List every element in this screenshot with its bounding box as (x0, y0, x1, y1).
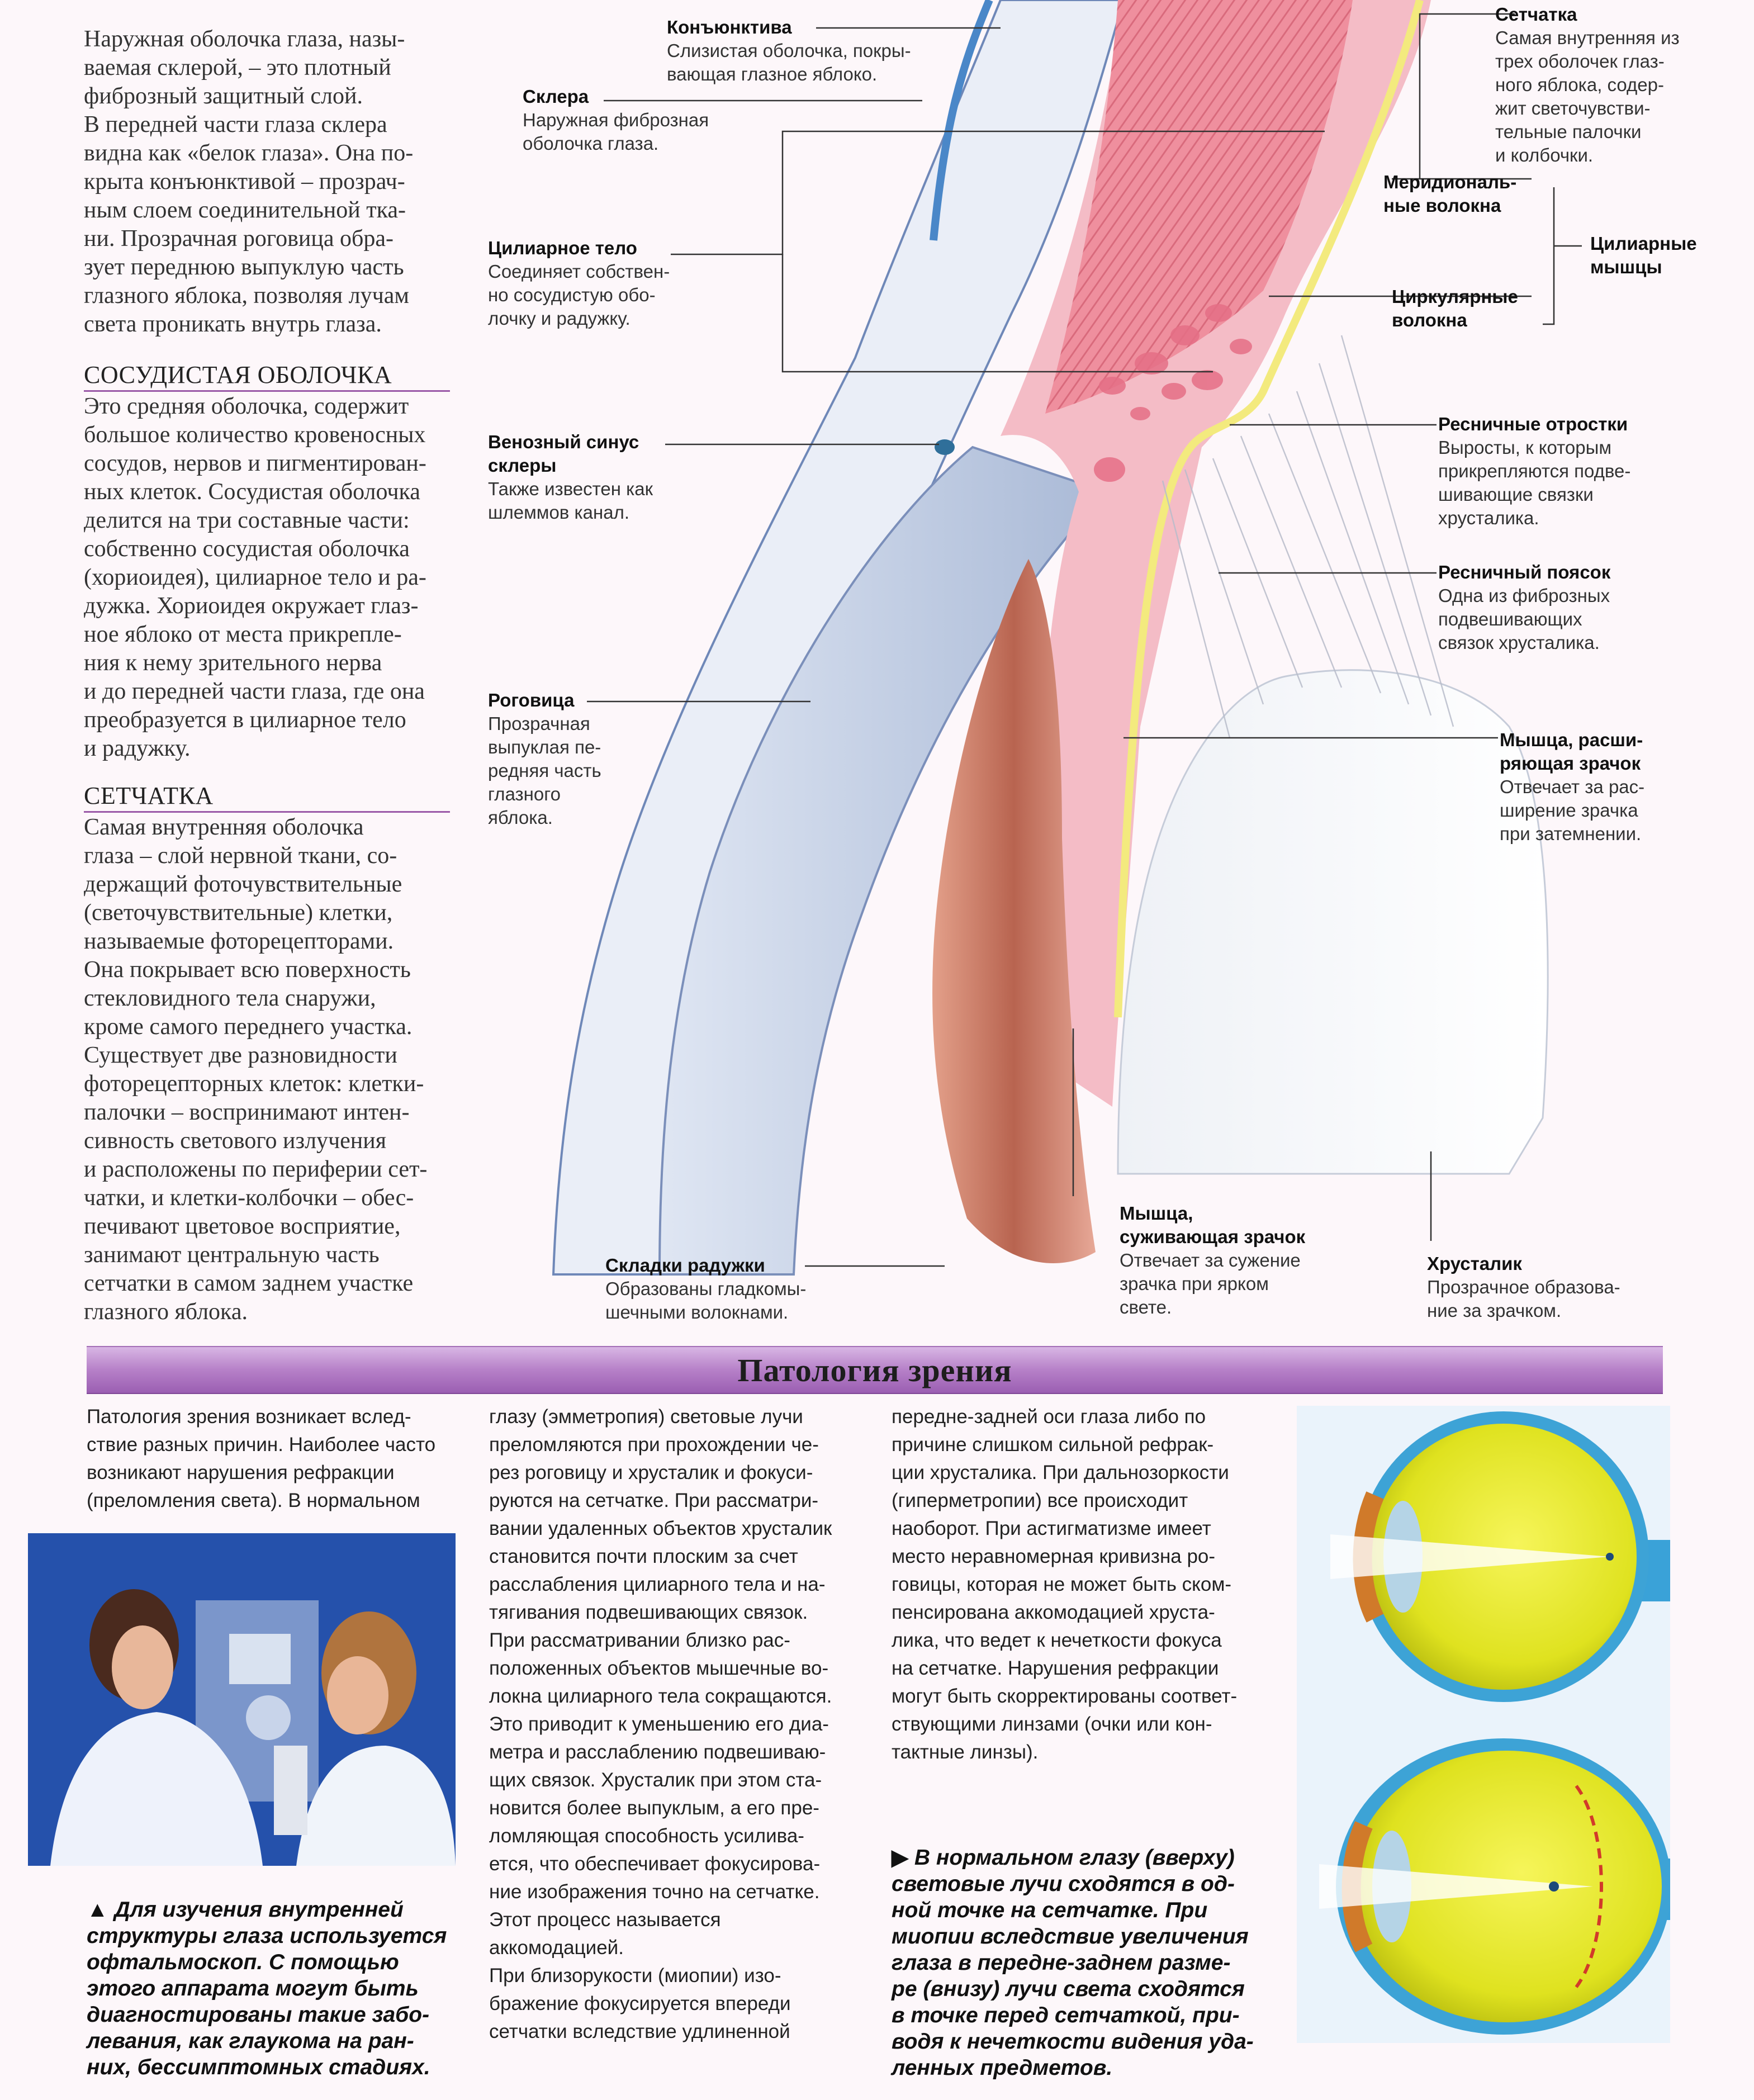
triangle-right-icon: ▶ (892, 1846, 914, 1870)
photo-caption: ▲ Для изучения внутренней структуры глаза используется офтальмоскоп. С помощью этого аппарата могут быть диагностированы такие забо- левания, как глаукома на ран- них, бессимптомных стадиях. (87, 1898, 447, 2079)
text-column-1: Патология зрения возникает вслед- ствие разных причин. Наиболее часто возникают нарушения рефракции (преломления света). В нормальном (87, 1406, 436, 1511)
eyes-caption: ▶ В нормальном глазу (вверху) световые лучи сходятся в од- ной точке на сетчатке. При миопии вследствие увеличения глаза в передне-заднем разме- ре (внизу) лучи света сходятся в точке перед сетчаткой, при- водя к нечеткости видения уда- ленных предметов. (892, 1846, 1254, 2080)
label-lens: Хрусталик Прозрачное образова- ние за зрачком. (1427, 1253, 1620, 1321)
section-title: Патология зрения (737, 1352, 1012, 1388)
label-cornea: Роговица Прозрачная выпуклая пе- редняя часть глазного яблока. (488, 690, 601, 828)
venous-sinus (935, 439, 955, 455)
label-venous-sinus: Венозный синус склеры Также известен как шлеммов канал. (488, 432, 653, 523)
label-conjunctiva: Конъюнктива Слизистая оболочка, покры- вающая глазное яблоко. (667, 17, 911, 84)
label-dilator-muscle: Мышца, расши- ряющая зрачок Отвечает за рас- ширение зрачка при затемнении. (1500, 729, 1645, 844)
label-iris-folds: Складки радужки Образованы гладкомы- шечными волокнами. (605, 1255, 807, 1322)
lens-shape (1118, 670, 1548, 1174)
retina-heading: СЕТЧАТКА (84, 781, 450, 813)
ophthalmoscope-photo (28, 1533, 456, 1866)
choroid-heading: СОСУДИСТАЯ ОБОЛОЧКА (84, 361, 450, 392)
refraction-eyes-illustration (1297, 1406, 1670, 2043)
intro-text: Наружная оболочка глаза, назы- ваемая склерой, – это плотный фиброзный защитный слой. В передней части глаза склера видна как «белок глаза». Она по- крыта конъюнктивой – прозрач- ным слоем соединительной тка- ни. Прозрачная роговица обра- зует переднюю выпуклую часть глазного яблока, позволяя лучам света проникать внутрь глаза. (84, 26, 414, 337)
label-retina: Сетчатка Самая внутренняя из трех оболочек глаз- ного яблока, содер- жит светочувстви- тельные палочки и колбочки. (1495, 4, 1680, 165)
label-ciliary-muscles: Цилиарные мышцы (1590, 233, 1697, 277)
label-sphincter-muscle: Мышца, суживающая зрачок Отвечает за сужение зрачка при ярком свете. (1120, 1203, 1306, 1317)
retina-text: Самая внутренняя оболочка глаза – слой нервной ткани, со- держащий фоточувствительные (светочувствительные) клетки, называемые фоторецепторами. Она покрывает всю поверхность стекловидного тела снаружи, кроме самого переднего участка. Существует две разновидности фоторецепторных клеток: клетки- палочки – воспринимают интен- сивность светового излучения и расположены по периферии сет- чатки, и клетки-колбочки – обес- печивают цветовое восприятие, занимают центральную часть сетчатки в самом заднем участке глазного яблока. (84, 814, 428, 1325)
label-ciliary-zonule: Ресничный поясок Одна из фиброзных подвешивающих связок хрусталика. (1438, 562, 1611, 653)
choroid-text: Это средняя оболочка, содержит большое количество кровеносных сосудов, нервов и пигментирован- ных клеток. Сосудистая оболочка делится на три составные части: собственно сосудистая оболочка (хориоидея), цилиарное тело и ра- дужка. Хориоидея окружает глаз- ное яблоко от места прикрепле- ния к нему зрительного нерва и до передней части глаза, где она преобразуется в цилиарное тело и радужку. (84, 394, 426, 761)
label-meridional-fibers: Меридиональ- ные волокна (1383, 172, 1517, 216)
text-column-2: глазу (эмметропия) световые лучи преломляются при прохождении че- рез роговицу и хрусталик и фокуси- руются на сетчатке. При рассматри- вании удаленных объектов хрусталик становится почти плоским за счет расслабления цилиарного тела и на- тягивания подвешивающих связок. При рассматривании близко рас- положенных объектов мышечные во- локна цилиарного тела сокращаются. Это приводит к уменьшению его диа- метра и расслаблению подвешиваю- щих связок. Хрусталик при этом ста- новится более выпуклым, а его пре- ломляющая способность усилива- ется, что обеспечивает фокусирова- ние изображения точно на сетчатке. Этот процесс называется аккомодацией. При близорукости (миопии) изо- бражение фокусируется впереди сетчатки вследствие удлиненной (489, 1406, 832, 2042)
label-ciliary-processes: Ресничные отростки Выросты, к которым прикрепляются подве- шивающие связки хрусталика. (1438, 414, 1631, 528)
text-column-3: передне-задней оси глаза либо по причине слишком сильной рефрак- ции хрусталика. При дальнозоркости (гиперметропии) все происходит наоборот. При астигматизме имеет место неравномерная кривизна ро- говицы, которая не может быть ском- пенсирована аккомодацией хруста- лика, что ведет к нечеткости фокуса на сетчатке. Нарушения рефракции могут быть скорректированы соответ- ствующими линзами (очки или кон- тактные линзы). (892, 1406, 1238, 1763)
section-banner (87, 1346, 1663, 1394)
label-ciliary-body: Цилиарное тело Соединяет собствен- но сосудистую обо- лочку и радужку. (488, 238, 670, 329)
label-sclera: Склера Наружная фиброзная оболочка глаза. (523, 86, 709, 154)
triangle-up-icon: ▲ (87, 1898, 115, 1922)
label-circular-fibers: Циркулярные волокна (1392, 286, 1518, 330)
